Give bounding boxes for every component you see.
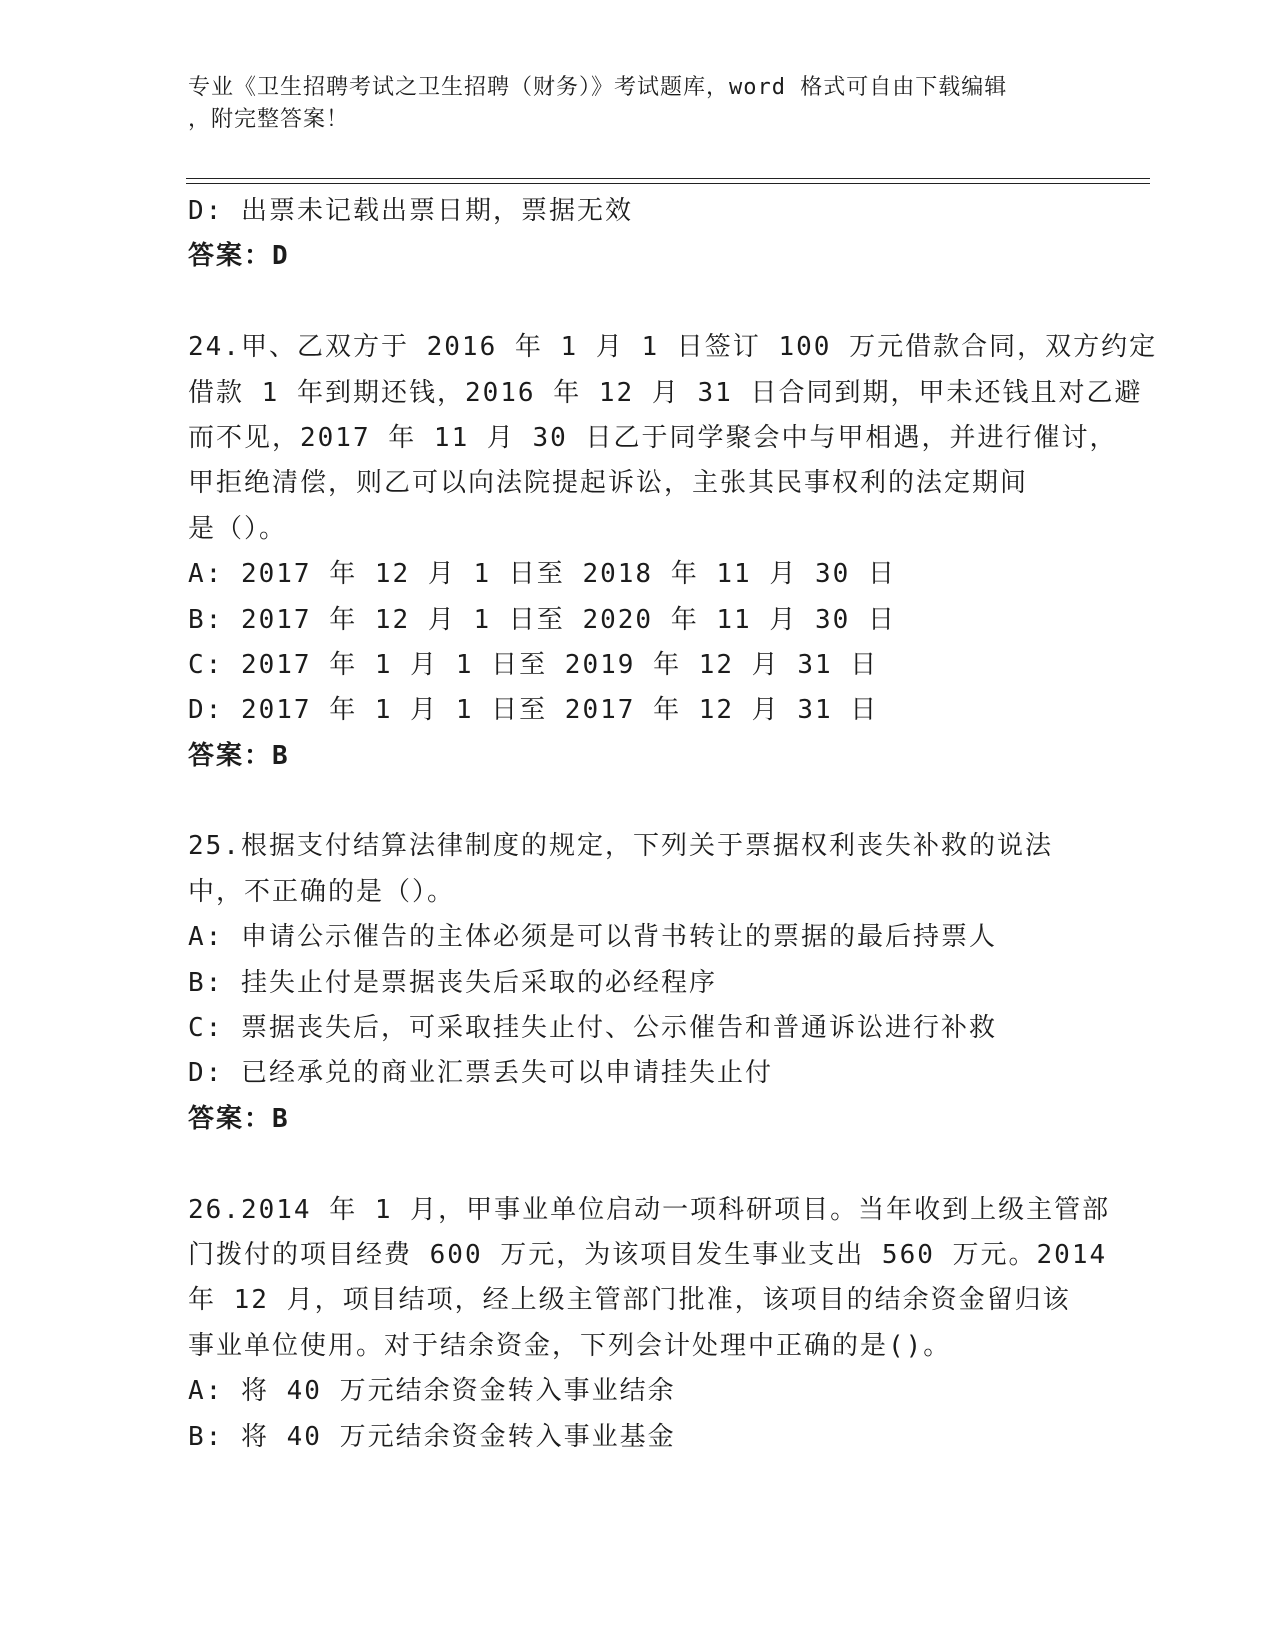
header-line-2: ，附完整答案！ (188, 107, 350, 132)
prev-option-d: D: 出票未记载出票日期，票据无效 (188, 196, 633, 226)
header-divider-bottom (186, 183, 1150, 184)
question-25-stem-line: 中，不正确的是（）。 (188, 876, 456, 907)
question-26-option-b: B: 将 40 万元结余资金转入事业基金 (188, 1421, 676, 1452)
question-25-option-a: A: 申请公示催告的主体必须是可以背书转让的票据的最后持票人 (188, 922, 997, 953)
question-24-stem-line: 借款 1 年到期还钱，2016 年 12 月 31 日合同到期，甲未还钱且对乙避 (188, 377, 1143, 408)
question-25-option-b: B: 挂失止付是票据丧失后采取的必经程序 (188, 967, 717, 998)
spacer (188, 1142, 1088, 1187)
question-26 (188, 1188, 1111, 1460)
question-24-option-c: C: 2017 年 1 月 1 日至 2019 年 12 月 31 日 (188, 649, 879, 680)
document-header (188, 72, 1088, 136)
question-24-option-d: D: 2017 年 1 月 1 日至 2017 年 12 月 31 日 (188, 695, 879, 726)
question-24-stem-line: 24.甲、乙双方于 2016 年 1 月 1 日签订 100 万元借款合同，双方约定 (188, 332, 1158, 363)
prev-answer: 答案：D (188, 241, 290, 272)
question-24-answer: 答案：B (188, 740, 290, 771)
question-25-option-c: C: 票据丧失后，可采取挂失止付、公示催告和普通诉讼进行补救 (188, 1013, 997, 1044)
question-24 (188, 325, 1158, 779)
document-body (188, 189, 1158, 1460)
question-24-stem-line: 是（）。 (188, 513, 288, 544)
question-25 (188, 824, 1088, 1142)
question-24-stem-line: 甲拒绝清偿，则乙可以向法院提起诉讼，主张其民事权利的法定期间 (188, 468, 1029, 499)
header-divider-top (186, 178, 1150, 179)
spacer (188, 779, 1088, 824)
question-25-answer: 答案：B (188, 1103, 290, 1134)
question-25-stem-line: 25.根据支付结算法律制度的规定，下列关于票据权利丧失补救的说法 (188, 831, 1053, 862)
question-24-option-b: B: 2017 年 12 月 1 日至 2020 年 11 月 30 日 (188, 604, 896, 635)
question-26-stem-line: 年 12 月，项目结项，经上级主管部门批准，该项目的结余资金留归该 (188, 1285, 1071, 1316)
spacer (188, 280, 1088, 325)
question-25-option-d: D: 已经承兑的商业汇票丢失可以申请挂失止付 (188, 1058, 773, 1089)
question-26-stem-line: 事业单位使用。对于结余资金，下列会计处理中正确的是()。 (188, 1330, 952, 1361)
question-26-stem-line: 26.2014 年 1 月，甲事业单位启动一项科研项目。当年收到上级主管部 (188, 1194, 1111, 1225)
question-26-stem-line: 门拨付的项目经费 600 万元，为该项目发生事业支出 560 万元。2014 (188, 1239, 1108, 1270)
question-24-option-a: A: 2017 年 12 月 1 日至 2018 年 11 月 30 日 (188, 559, 896, 590)
header-line-1: 专业《卫生招聘考试之卫生招聘（财务）》考试题库，word 格式可自由下载编辑 (188, 75, 1008, 100)
question-26-option-a: A: 将 40 万元结余资金转入事业结余 (188, 1376, 676, 1407)
question-24-stem-line: 而不见，2017 年 11 月 30 日乙于同学聚会中与甲相遇，并进行催讨， (188, 422, 1118, 453)
